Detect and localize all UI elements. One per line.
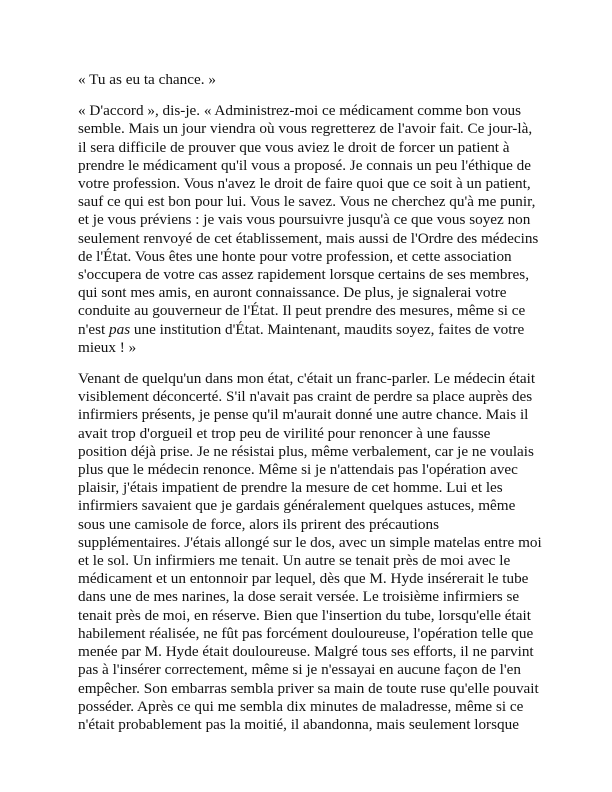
- text-line: posséder. Après ce qui me sembla dix minutes de maladresse, même si ce: [78, 697, 524, 715]
- text-line: visiblement déconcerté. S'il n'avait pas craint de perdre sa place auprès des: [78, 388, 533, 406]
- text-line: supplémentaires. J'étais allongé sur le dos, avec un simple matelas entre moi: [78, 533, 542, 551]
- text-run: n'est: [78, 320, 109, 338]
- text-line: semble. Mais un jour viendra où vous regretterez de l'avoir fait. Ce jour-là,: [78, 120, 533, 138]
- text-line: il sera difficile de prouver que vous aviez le droit de forcer un patient à: [78, 138, 510, 156]
- emphasized-word: pas: [109, 320, 131, 338]
- text-line: qui sont mes amis, en auront connaissance. De plus, je signalerai votre: [78, 284, 507, 302]
- text-line: n'était probablement pas la moitié, il abandonna, mais seulement lorsque: [78, 715, 519, 733]
- text-line: prendre le médicament qu'il vous a proposé. Je connais un peu l'éthique de: [78, 156, 531, 174]
- text-line: avait trop d'orgueil et trop peu de virilité pour renoncer à une fausse: [78, 424, 491, 442]
- text-line: Venant de quelqu'un dans mon état, c'était un franc-parler. Le médecin était: [78, 370, 536, 388]
- text-line: habilement réalisée, ne fût pas forcément douloureuse, l'opération telle que: [78, 624, 534, 642]
- paragraph-3: [78, 370, 548, 734]
- text-line: « Tu as eu ta chance. »: [78, 71, 216, 88]
- text-line: infirmiers présents, je pense qu'il m'aurait donné une autre chance. Mais il: [78, 406, 529, 424]
- text-line: menée par M. Hyde était douloureuse. Malgré tous ses efforts, il ne parvint: [78, 643, 534, 661]
- paragraph-2: [78, 102, 548, 357]
- text-line: et le sol. Un infirmiers me tenait. Un autre se tenait près de moi avec le: [78, 552, 511, 570]
- text-line: médicament et un entonnoir par lequel, dès que M. Hyde insérerait le tube: [78, 570, 529, 588]
- text-line-with-emphasis: [78, 321, 548, 339]
- text-line: « D'accord », dis-je. « Administrez-moi ce médicament comme bon vous: [78, 102, 522, 120]
- text-line: et je vous préviens : je vais vous poursuivre jusqu'à ce que vous soyez non: [78, 211, 531, 229]
- text-line: sauf ce qui est bon pour lui. Vous le savez. Vous ne cherchez qu'à me punir,: [78, 193, 536, 211]
- text-line: plus que le médecin renonce. Même si je n'attendais pas l'opération avec: [78, 461, 518, 479]
- text-line: position déjà prise. Je ne résistai plus, même verbalement, car je ne voulais: [78, 442, 534, 460]
- text-line: seulement renvoyé de cet établissement, mais aussi de l'Ordre des médecins: [78, 229, 539, 247]
- text-line: mieux ! »: [78, 338, 137, 356]
- text-line: tenait près de moi, en réserve. Bien que l'insertion du tube, lorsqu'elle était: [78, 606, 531, 624]
- text-line: dans une de mes narines, la dose serait versée. Le troisième infirmiers se: [78, 588, 520, 606]
- text-line: pas à l'insérer correctement, même si je n'essayai en aucune façon de l'en: [78, 661, 521, 679]
- text-line: conduite au gouverneur de l'État. Il peut prendre des mesures, même si ce: [78, 302, 526, 320]
- text-line: de l'État. Vous êtes une honte pour votre profession, et cette association: [78, 247, 512, 265]
- text-line: votre profession. Vous n'avez le droit de faire quoi que ce soit à un patient,: [78, 175, 531, 193]
- text-line: infirmiers savaient que je gardais généralement quelques astuces, même: [78, 497, 516, 515]
- text-line: empêcher. Son embarras sembla priver sa main de toute ruse qu'elle pouvait: [78, 679, 539, 697]
- text-run: une institution d'État. Maintenant, maudits soyez, faites de votre: [130, 320, 525, 338]
- text-line: plaisir, j'étais impatient de prendre la mesure de cet homme. Lui et les: [78, 479, 503, 497]
- text-line: sous une camisole de force, alors ils prirent des précautions: [78, 515, 440, 533]
- document-page: [78, 71, 548, 747]
- paragraph-1: [78, 71, 548, 89]
- text-line: s'occupera de votre cas assez rapidement lorsque certains de ses membres,: [78, 266, 530, 284]
